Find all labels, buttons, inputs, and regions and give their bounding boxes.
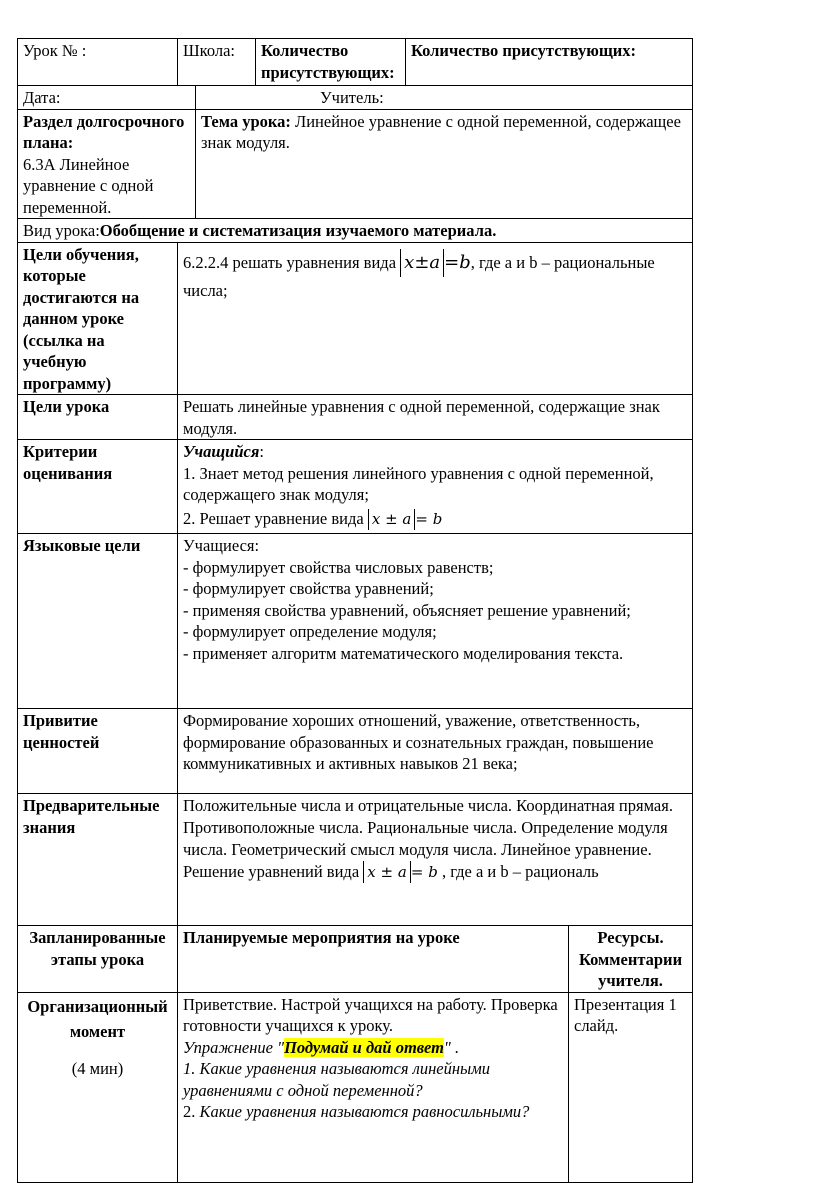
date-teacher-row <box>18 86 693 110</box>
equation-rhs: = b <box>410 863 438 881</box>
header-row <box>18 39 693 86</box>
section-label: Раздел долгосрочного плана: <box>23 111 185 152</box>
lesson-number-cell: Урок № : <box>18 39 178 86</box>
criteria-who: Учащийся <box>183 442 260 461</box>
lesson-type-label: Вид урока: <box>23 221 100 240</box>
lesson-goals-value: Решать линейные уравнения с одной переменной, содержащие знак модуля. <box>178 395 693 440</box>
learning-goals-label: Цели обучения, которые достигаются на данном уроке (ссылка на учебную программу) <box>18 242 178 395</box>
org-moment-resource: Презентация 1 слайд. <box>569 992 693 1182</box>
plan-header-resources: Ресурсы. Комментарии учителя. <box>569 926 693 993</box>
abs-equation: x±a <box>400 249 444 277</box>
lesson-type-row <box>18 219 693 243</box>
equation-rhs: =b <box>444 251 471 273</box>
prior-knowledge-suffix: , где a и b – рациональ <box>437 862 599 881</box>
prior-knowledge-label: Предварительные знания <box>18 794 178 926</box>
org-moment-exercise: Упражнение "Подумай и дай ответ" . <box>183 1037 460 1057</box>
values-label: Привитие ценностей <box>18 709 178 794</box>
prior-knowledge-text: Положительные числа и отрицательные числа. Координатная прямая. Противоположные числа. Рациональные числа. Определение модуля числа. Геометрический смысл модуля числа. Линейное уравнение. Решение уравнений вида <box>183 796 673 881</box>
language-goals-line: - применяет алгоритм математического моделирования текста. <box>183 643 624 663</box>
org-moment-stage-cell <box>18 992 178 1182</box>
language-goals-line: - применяя свойства уравнений, объясняет решение уравнений; <box>183 600 631 620</box>
org-moment-text: Приветствие. Настрой учащихся на работу. Проверка готовности учащихся к уроку. <box>183 994 558 1035</box>
plan-header-activities: Планируемые мероприятия на уроке <box>178 926 569 993</box>
topic-cell <box>196 109 693 219</box>
criteria-item-2: 2. Решает уравнение вида x ± a = b <box>183 508 687 531</box>
org-moment-duration: (4 мин) <box>71 1058 124 1078</box>
org-moment-row <box>18 992 693 1182</box>
org-moment-stage: Организационный момент <box>27 996 168 1041</box>
learning-goals-suffix: , где a и b – рациональные числа; <box>183 252 655 300</box>
language-goals-line: - формулирует определение модуля; <box>183 622 437 641</box>
language-goals-line: - формулирует свойства уравнений; <box>183 579 434 598</box>
language-goals-row <box>18 534 693 709</box>
lesson-goals-row <box>18 395 693 440</box>
learning-goals-cell <box>178 242 693 395</box>
school-cell: Школа: <box>178 39 256 86</box>
lesson-type-cell <box>18 219 693 243</box>
learning-goals-row <box>18 242 693 395</box>
abs-equation: x ± a <box>363 861 411 883</box>
learning-goals-prefix: 6.2.2.4 решать уравнения вида <box>183 252 401 272</box>
prior-knowledge-cell <box>178 794 693 926</box>
language-goals-line: Учащиеся: <box>183 536 260 555</box>
date-cell: Дата: <box>18 86 196 110</box>
criteria-cell <box>178 440 693 534</box>
topic-value: Линейное уравнение с одной переменной, содержащее знак модуля. <box>201 111 681 152</box>
org-moment-activities-cell <box>178 992 569 1182</box>
prior-knowledge-row <box>18 794 693 926</box>
values-row <box>18 709 693 794</box>
section-value: 6.3А Линейное уравнение с одной переменной. <box>23 154 154 217</box>
language-goals-line: - формулирует свойства числовых равенств; <box>183 557 494 577</box>
criteria-row <box>18 440 693 534</box>
org-moment-question-1: 1. Какие уравнения называются линейными уравнениями с одной переменной? <box>183 1059 490 1100</box>
equation-rhs: = b <box>415 509 443 528</box>
present-count-cell-1: Количество присутствующих: <box>256 39 406 86</box>
topic-label: Тема урока: <box>201 111 291 131</box>
criteria-colon: : <box>259 442 264 461</box>
section-row <box>18 109 693 219</box>
lesson-goals-label: Цели урока <box>18 395 178 440</box>
abs-equation: x ± a <box>368 509 416 531</box>
present-count-cell-2: Количество присутствующих: <box>406 39 693 86</box>
section-cell <box>18 109 196 219</box>
plan-header-row <box>18 926 693 993</box>
criteria-item-1: 1. Знает метод решения линейного уравнения с одной переменной, содержащего знак модуля; <box>183 463 654 504</box>
org-moment-question-2: 2. Какие уравнения называются равносильными? <box>183 1102 530 1121</box>
lesson-type-value: Обобщение и систематизация изучаемого материала. <box>99 221 497 240</box>
criteria-label: Критерии оценивания <box>18 440 178 534</box>
language-goals-cell <box>178 534 693 709</box>
lesson-plan-table <box>17 38 693 1183</box>
language-goals-label: Языковые цели <box>18 534 178 709</box>
teacher-cell: Учитель: <box>196 86 693 110</box>
plan-header-stages: Запланированные этапы урока <box>18 926 178 993</box>
exercise-name: Подумай и дай ответ <box>284 1037 444 1057</box>
values-value: Формирование хороших отношений, уважение, ответственность, формирование образованных и сознательных граждан, повышение коммуникативных и активных навыков 21 века; <box>178 709 693 794</box>
